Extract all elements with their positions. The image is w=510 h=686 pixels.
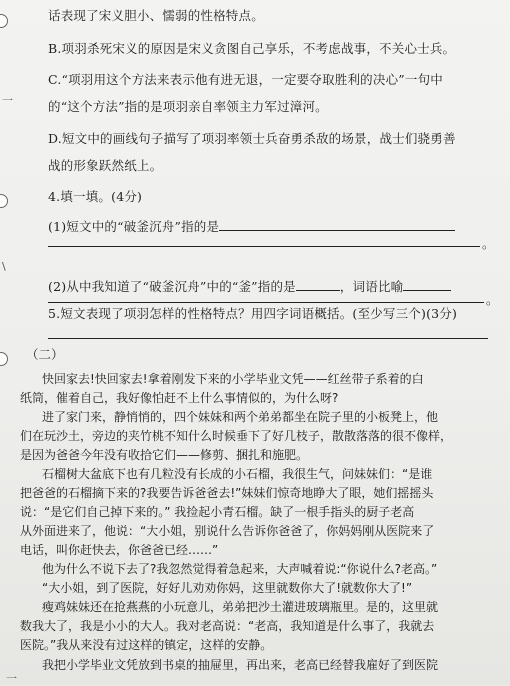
binding-hole bbox=[0, 194, 8, 208]
answer-line[interactable] bbox=[48, 302, 484, 303]
answer-blank[interactable] bbox=[219, 217, 455, 231]
option-b: B.项羽杀死宋义的原因是宋义贪图自己享乐，不考虑战事，不关心士兵。 bbox=[48, 41, 456, 56]
question-4: 4.填一填。(4分) bbox=[48, 189, 143, 204]
passage-line: 我把小学毕业文凭放到书桌的抽屉里，再出来，老高已经替我雇好了到医院 bbox=[42, 658, 439, 672]
option-d-line2: 战的形象跃然纸上。 bbox=[48, 158, 163, 173]
option-c-line2: 的“这个方法”指的是项羽亲自率领主力军过漳河。 bbox=[48, 99, 328, 114]
option-c-line1: C.“项羽用这个方法来表示他有进无退，一定要夺取胜利的决心”一句中 bbox=[48, 72, 443, 87]
passage-line: 说：“是它们自己掉下来的。” 我捡起小青石榴。缺了一根手指头的厨子老高 bbox=[20, 505, 415, 519]
passage-line: “大小姐，到了医院，好好儿劝劝你妈，这里就数你大了!就数你大了!” bbox=[42, 581, 413, 595]
binding-hole bbox=[0, 14, 8, 28]
passage-line: 们在玩沙土，旁边的夹竹桃不知什么时候垂下了好几枝子，散散落落的很不像样， bbox=[20, 429, 453, 443]
period-mark: 。 bbox=[482, 236, 495, 251]
passage-line: 电话，叫你赶快去，你爸爸已经……” bbox=[20, 543, 219, 557]
margin-mark: 一 bbox=[2, 94, 13, 107]
section-heading: （二） bbox=[26, 347, 64, 362]
passage-line: 医院。”我从来没有过这样的镇定，这样的安静。 bbox=[20, 638, 273, 652]
passage-line: 他为什么不说下去了?我忽然觉得着急起来，大声喊着说:“你说什么?老高。” bbox=[42, 562, 438, 576]
answer-blank[interactable] bbox=[296, 277, 340, 291]
passage-line: 是因为爸爸今年没有收拾它们——修剪、捆扎和施肥。 bbox=[20, 448, 309, 462]
option-d-line1: D.短文中的画线句子描写了项羽率领士兵奋勇杀敌的场景，战士们骁勇善 bbox=[48, 131, 456, 146]
question-4-2-text-a: (2)从中我知道了“破釜沉舟”中的“釜”指的是 bbox=[48, 279, 296, 294]
passage-line: 进了家门来，静悄悄的，四个妹妹和两个弟弟都坐在院子里的小板凳上，他 bbox=[42, 410, 439, 424]
passage-line: 纸筒，催着自己，我好像怕赶不上什么事情似的，为什么呀? bbox=[20, 391, 339, 405]
question-4-2-text-b: ，词语比喻 bbox=[339, 279, 404, 294]
question-5: 5.短文表现了项羽怎样的性格特点？用四字词语概括。(至少写三个)(3分) bbox=[48, 306, 458, 321]
passage-line: 石榴树大盆底下也有几粒没有长成的小石榴，我很生气，问妹妹们：“是谁 bbox=[42, 467, 433, 481]
passage-line: 瘦鸡妹妹还在抢燕燕的小玩意儿，弟弟把沙土灌进玻璃瓶里。是的，这里就 bbox=[42, 600, 439, 614]
question-4-2 bbox=[48, 277, 451, 295]
passage-line: 把爸爸的石榴摘下来的?我要告诉爸爸去!”妹妹们惊奇地睁大了眼，她们摇摇头 bbox=[20, 486, 434, 500]
text-line: 话表现了宋义胆小、懦弱的性格特点。 bbox=[48, 8, 264, 23]
passage-line: 从外面进来了，他说：“大小姐，别说什么告诉你爸爸了，你妈妈刚从医院来了 bbox=[20, 524, 435, 538]
binding-hole bbox=[0, 352, 8, 366]
answer-line[interactable] bbox=[48, 338, 488, 339]
answer-line[interactable] bbox=[48, 246, 480, 247]
question-4-1 bbox=[48, 217, 455, 235]
margin-mark: 一 bbox=[6, 672, 17, 685]
passage-line: 快回家去!快回家去!拿着刚发下来的小学毕业文凭——红丝带子系着的白 bbox=[42, 372, 424, 386]
answer-blank[interactable] bbox=[403, 277, 451, 291]
passage-line: 数我大了，我是小小的大人。我对老高说：“老高，我知道是什么事了，我就去 bbox=[20, 619, 435, 633]
question-4-1-text: (1)短文中的“破釜沉舟”指的是 bbox=[48, 219, 220, 234]
margin-mark: \ bbox=[2, 260, 6, 273]
period-mark: 。 bbox=[486, 292, 499, 307]
